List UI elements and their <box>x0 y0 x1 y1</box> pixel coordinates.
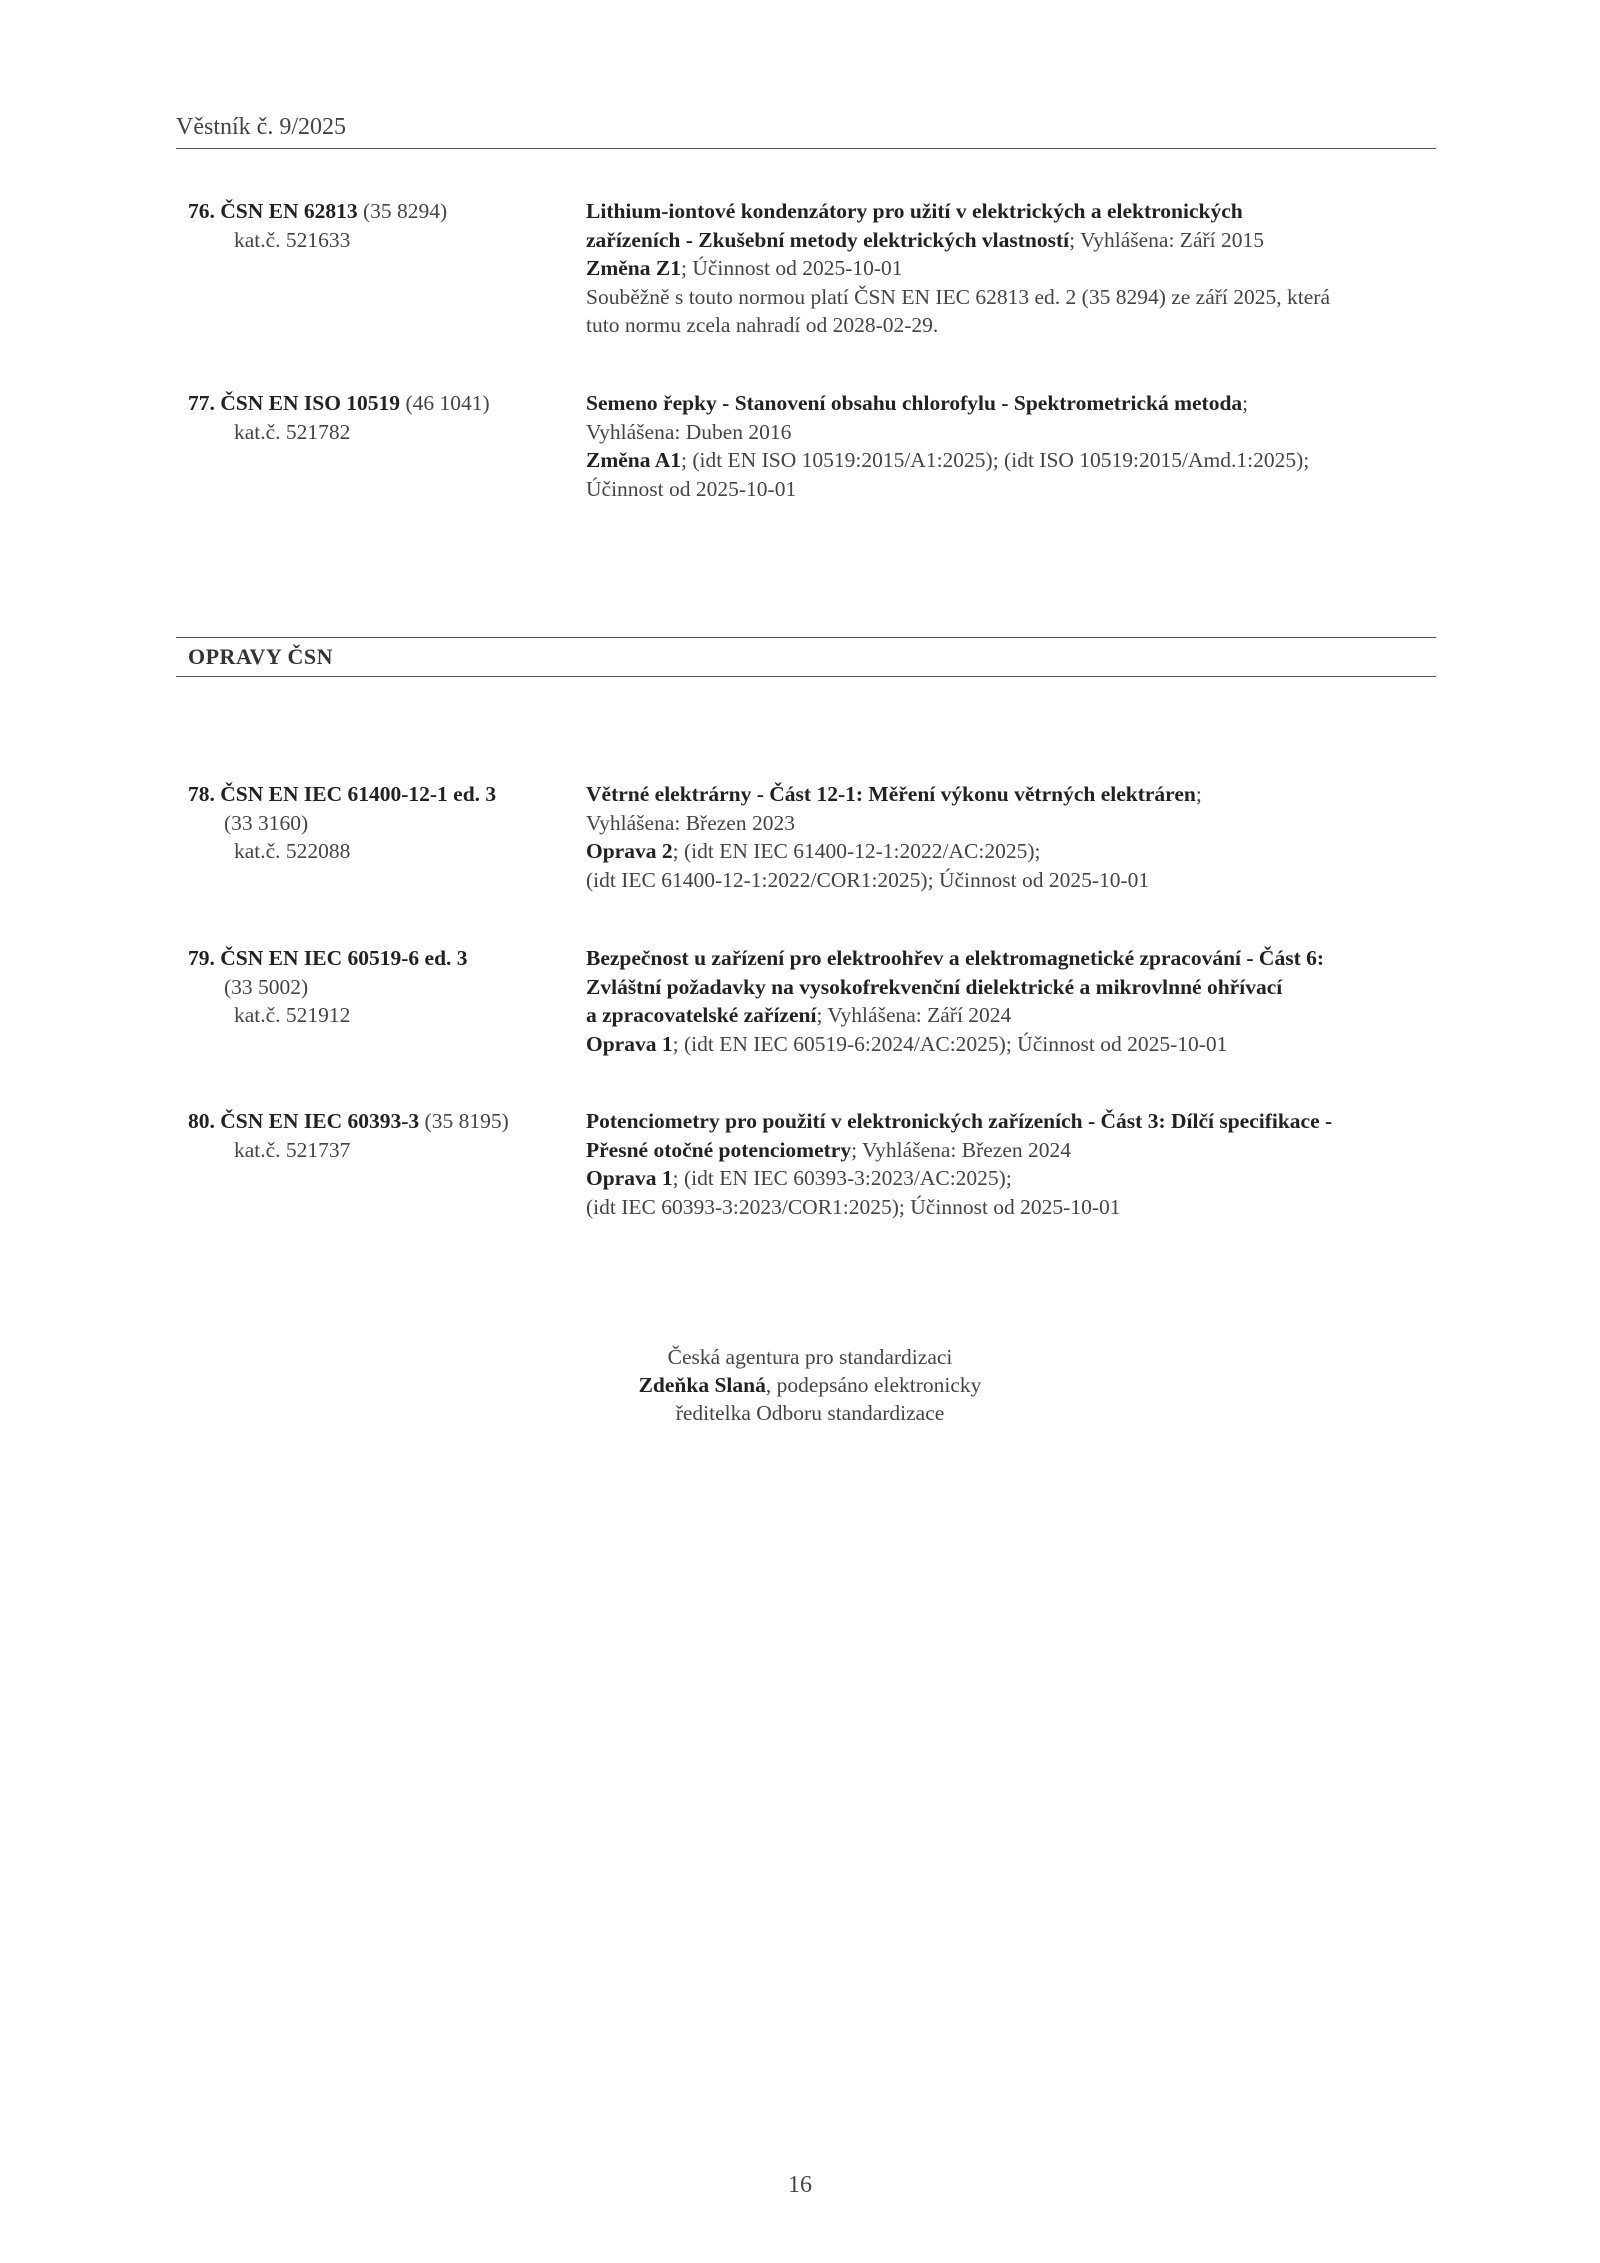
entry-identifier <box>188 780 558 866</box>
change-label: Změna Z1 <box>586 256 681 280</box>
entry-identifier <box>188 197 558 254</box>
section-header-corrections <box>176 637 1436 677</box>
change-details: ; Účinnost od 2025-10-01 <box>680 256 903 280</box>
standard-title-cont: Zvláštní požadavky na vysokofrekvenční dielektrické a mikrovlnné ohřívací <box>586 974 1283 999</box>
classification-code: (33 5002) <box>224 974 309 999</box>
correction-label: Oprava 1 <box>586 1166 673 1190</box>
signature-note: , podepsáno elektronicky <box>765 1373 982 1397</box>
classification-code: (33 3160) <box>224 810 309 835</box>
title-punctuation: ; <box>1195 782 1202 806</box>
entry-number: 80. <box>188 1109 215 1133</box>
correction-details: ; (idt EN IEC 61400-12-1:2022/AC:2025); <box>672 839 1041 863</box>
classification-code: (35 8195) <box>419 1109 509 1133</box>
entry-identifier <box>188 944 558 1030</box>
change-details: ; (idt EN ISO 10519:2015/A1:2025); (idt ISO 10519:2015/Amd.1:2025); <box>680 448 1310 472</box>
correction-label: Oprava 1 <box>586 1031 673 1056</box>
replacement-note: Souběžně s touto normou platí ČSN EN IEC 62813 ed. 2 (35 8294) ze září 2025, která <box>586 284 1330 309</box>
correction-details-cont: (idt IEC 60393-3:2023/COR1:2025); Účinnost od 2025-10-01 <box>586 1194 1121 1219</box>
entry-identifier <box>188 389 558 446</box>
entry-description <box>586 780 1436 894</box>
section-title: OPRAVY ČSN <box>188 644 333 669</box>
bulletin-title: Věstník č. 9/2025 <box>176 114 346 140</box>
standard-code: ČSN EN IEC 60393-3 <box>220 1109 420 1133</box>
entry-description <box>586 944 1436 1058</box>
catalog-number: kat.č. 521782 <box>234 419 351 444</box>
correction-details-cont: (idt IEC 61400-12-1:2022/COR1:2025); Účinnost od 2025-10-01 <box>586 867 1150 892</box>
page-header <box>176 112 1436 149</box>
announcement: ; Vyhlášena: Březen 2024 <box>851 1137 1072 1162</box>
standard-code: ČSN EN IEC 61400-12-1 ed. 3 <box>220 782 497 806</box>
standard-code: ČSN EN IEC 60519-6 ed. 3 <box>220 946 468 970</box>
entry-number: 77. <box>188 391 215 415</box>
catalog-number: kat.č. 522088 <box>234 839 351 863</box>
entry-identifier <box>188 1107 558 1164</box>
standard-title: Bezpečnost u zařízení pro elektroohřev a elektromagnetické zpracování - Část 6: <box>586 946 1325 970</box>
standard-title: Lithium-iontové kondenzátory pro užití v elektrických a elektronických <box>586 199 1243 223</box>
standard-title: Potenciometry pro použití v elektronických zařízeních - Část 3: Dílčí specifikace - <box>586 1109 1333 1133</box>
classification-code: (46 1041) <box>400 391 490 415</box>
catalog-number: kat.č. 521737 <box>234 1137 351 1162</box>
announcement: ; Vyhlášena: Září 2024 <box>816 1003 1012 1027</box>
entry-description <box>586 1107 1436 1221</box>
announcement: ; Vyhlášena: Září 2015 <box>1069 227 1264 252</box>
entry-number: 78. <box>188 782 215 806</box>
standard-title-end: a zpracovatelské zařízení <box>586 1003 817 1027</box>
standard-code: ČSN EN ISO 10519 <box>220 391 401 415</box>
page-number: 16 <box>788 2172 812 2198</box>
signatory-name: Zdeňka Slaná <box>638 1373 766 1397</box>
replacement-note-cont: tuto normu zcela nahradí od 2028-02-29. <box>586 313 939 337</box>
effective-date: Účinnost od 2025-10-01 <box>586 476 797 501</box>
entry-description <box>586 389 1436 503</box>
signature-block <box>560 1343 1060 1427</box>
organization-name: Česká agentura pro standardizaci <box>667 1345 953 1369</box>
announcement: Vyhlášena: Duben 2016 <box>586 419 792 444</box>
standard-title-cont: Přesné otočné potenciometry <box>586 1137 852 1162</box>
entry-description <box>586 197 1436 340</box>
entry-number: 76. <box>188 199 215 223</box>
catalog-number: kat.č. 521633 <box>234 227 351 252</box>
correction-details: ; (idt EN IEC 60393-3:2023/AC:2025); <box>672 1166 1012 1190</box>
correction-label: Oprava 2 <box>586 839 673 863</box>
catalog-number: kat.č. 521912 <box>234 1003 351 1027</box>
standard-title-cont: zařízeních - Zkušební metody elektrických vlastností <box>586 227 1070 252</box>
signatory-role: ředitelka Odboru standardizace <box>675 1401 945 1425</box>
correction-details: ; (idt EN IEC 60519-6:2024/AC:2025); Účinnost od 2025-10-01 <box>672 1031 1228 1056</box>
standard-code: ČSN EN 62813 <box>220 199 358 223</box>
title-punctuation: ; <box>1242 391 1249 415</box>
announcement: Vyhlášena: Březen 2023 <box>586 810 795 835</box>
standard-title: Semeno řepky - Stanovení obsahu chlorofylu - Spektrometrická metoda <box>586 391 1243 415</box>
change-label: Změna A1 <box>586 448 681 472</box>
entry-number: 79. <box>188 946 215 970</box>
classification-code: (35 8294) <box>357 199 448 223</box>
standard-title: Větrné elektrárny - Část 12-1: Měření výkonu větrných elektráren <box>586 782 1196 806</box>
